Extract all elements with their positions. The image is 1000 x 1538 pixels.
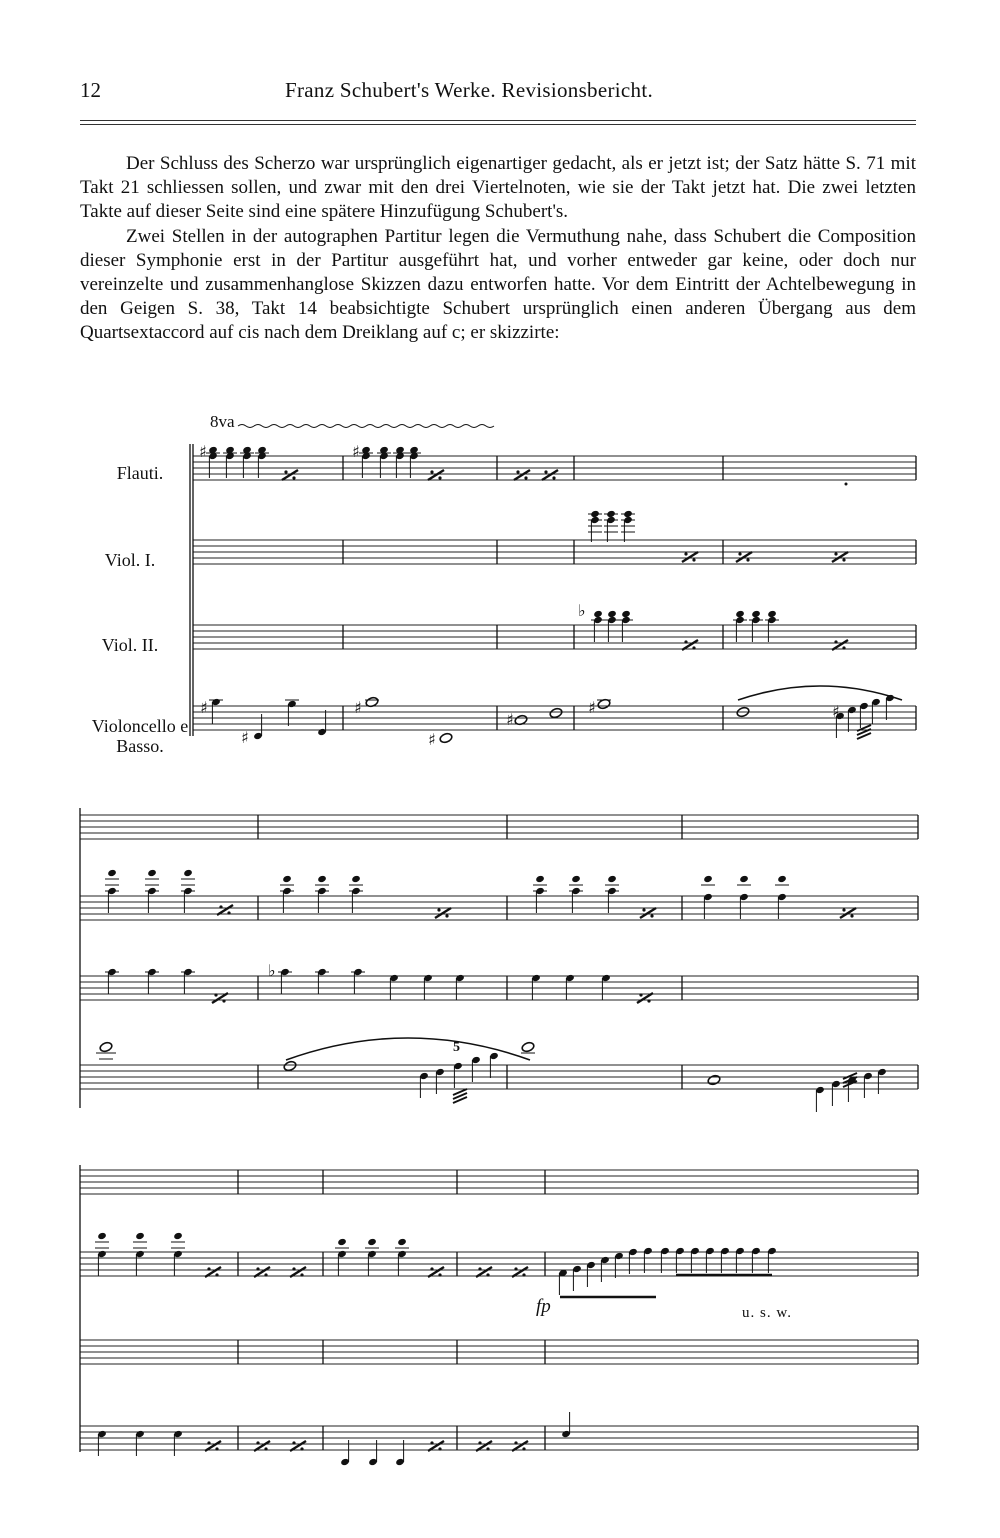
continuation-mark: u. s. w. (742, 1305, 792, 1321)
instrument-label-cello-bass: Violoncello e Basso. (91, 716, 189, 756)
repeat-dot (219, 905, 222, 908)
repeat-dot (650, 914, 653, 917)
repeat-dot (514, 1441, 517, 1444)
instrument-label-flauti: Flauti. (116, 463, 164, 483)
note-head (777, 875, 787, 883)
repeat-dot (514, 1267, 517, 1270)
repeat-dot (214, 993, 217, 996)
sharp-sign: ♯ (352, 442, 360, 461)
repeat-dot (215, 1273, 218, 1276)
instrument-label-viol-2: Viol. II. (101, 635, 159, 655)
repeat-dot (430, 1441, 433, 1444)
repeat-dot (684, 640, 687, 643)
repeat-dot (284, 470, 287, 473)
note-head (337, 1238, 347, 1246)
sharp-sign: ♯ (241, 728, 249, 747)
flat-sign: ♭ (578, 601, 586, 620)
page-number: 12 (80, 78, 101, 102)
repeat-dot (207, 1441, 210, 1444)
sharp-sign: ♯ (199, 442, 207, 461)
half-note-head (521, 1041, 535, 1053)
repeat-dot (478, 1267, 481, 1270)
ottava-mark: 8va (210, 412, 235, 431)
note-head (571, 875, 581, 883)
sharp-sign: ♯ (832, 702, 840, 721)
repeat-dot (292, 476, 295, 479)
half-note-head (283, 1060, 297, 1072)
repeat-dot (842, 646, 845, 649)
repeat-dot (522, 1447, 525, 1450)
repeat-dot (445, 914, 448, 917)
note-head (282, 875, 292, 883)
repeat-dot (524, 476, 527, 479)
repeat-dot (486, 1447, 489, 1450)
note-head (703, 875, 713, 883)
repeat-dot (300, 1447, 303, 1450)
repeat-slash (435, 908, 451, 918)
slur (738, 686, 902, 700)
sharp-sign: ♯ (506, 710, 514, 729)
repeat-slash (840, 908, 856, 918)
repeat-dot (430, 470, 433, 473)
repeat-dot (215, 1447, 218, 1450)
repeat-slash (514, 470, 530, 480)
staccato-dot (845, 483, 848, 486)
dynamic-marking: fp (536, 1296, 551, 1317)
note-head (107, 869, 117, 877)
repeat-slash (542, 470, 558, 480)
repeat-dot (647, 999, 650, 1002)
repeat-dot (692, 558, 695, 561)
repeat-slash (282, 470, 298, 480)
repeat-dot (438, 476, 441, 479)
repeat-dot (850, 914, 853, 917)
paragraph: Zwei Stellen in der autographen Partitur legen die Vermuthung nahe, dass Schubert die Composition dieser Symphonie erst in der Partitur ausgeführt hat, und vorher entweder gar keine, oder doch nur vereinzelte und zusammenhanglose Skizzen dazu entworfen hatte. Vor dem Eintritt der Achtelbewegung in den Geigen S. 38, Takt 14 beabsichtigte Schubert ursprünglich einen anderen Übergang aus dem Quartsextaccord auf cis nach dem Dreiklang auf c; er skizzirte: (80, 225, 916, 344)
repeat-dot (292, 1267, 295, 1270)
half-note-head (707, 1074, 721, 1086)
note-head (97, 1232, 107, 1240)
repeat-slash (428, 470, 444, 480)
note-head (147, 869, 157, 877)
sharp-sign: ♯ (200, 698, 208, 717)
repeat-dot (227, 911, 230, 914)
repeat-dot (207, 1267, 210, 1270)
repeat-slash (736, 552, 752, 562)
repeat-dot (516, 470, 519, 473)
running-title: Franz Schubert's Werke. Revisionsbericht. (285, 78, 654, 102)
repeat-dot (639, 993, 642, 996)
repeat-dot (256, 1267, 259, 1270)
repeat-dot (437, 908, 440, 911)
paragraph: Der Schluss des Scherzo war ursprünglich eigenartiger gedacht, als er jetzt ist; der Satz hätte S. 71 mit Takt 21 schliessen sollen, und zwar mit den drei Viertelnoten, wie sie der Takt jetzt hat. Die zwei letzten Takte auf dieser Seite sind eine spätere Hinzufügung Schubert's. (80, 153, 916, 223)
half-note-head (439, 732, 453, 744)
note-head (535, 875, 545, 883)
repeat-dot (684, 552, 687, 555)
ottava-line (238, 425, 494, 428)
repeat-dot (642, 908, 645, 911)
note-head (173, 1232, 183, 1240)
repeat-dot (256, 1441, 259, 1444)
sharp-sign: ♯ (588, 698, 596, 717)
repeat-dot (834, 552, 837, 555)
note-head (607, 875, 617, 883)
instrument-label-viol-1: Viol. I. (104, 550, 156, 570)
repeat-dot (834, 640, 837, 643)
note-head (397, 1238, 407, 1246)
repeat-dot (842, 558, 845, 561)
repeat-dot (478, 1441, 481, 1444)
tuplet-number: 5 (453, 1040, 460, 1055)
repeat-dot (746, 558, 749, 561)
flat-sign: ♭ (268, 961, 276, 980)
note-head (183, 869, 193, 877)
repeat-dot (430, 1267, 433, 1270)
repeat-dot (264, 1273, 267, 1276)
repeat-dot (842, 908, 845, 911)
repeat-dot (222, 999, 225, 1002)
sharp-sign: ♯ (354, 698, 362, 717)
note-head (739, 875, 749, 883)
repeat-dot (264, 1447, 267, 1450)
repeat-dot (692, 646, 695, 649)
half-note-head (99, 1041, 113, 1053)
repeat-dot (486, 1273, 489, 1276)
note-head (351, 875, 361, 883)
repeat-slash (832, 552, 848, 562)
repeat-dot (300, 1273, 303, 1276)
repeat-dot (292, 1441, 295, 1444)
note-head (135, 1232, 145, 1240)
repeat-slash (682, 552, 698, 562)
half-note-head (549, 707, 563, 719)
repeat-dot (552, 476, 555, 479)
repeat-slash (640, 908, 656, 918)
repeat-dot (438, 1447, 441, 1450)
repeat-dot (522, 1273, 525, 1276)
repeat-dot (738, 552, 741, 555)
note-head (317, 875, 327, 883)
repeat-dot (438, 1273, 441, 1276)
note-head (367, 1238, 377, 1246)
repeat-dot (544, 470, 547, 473)
sharp-sign: ♯ (428, 730, 436, 749)
